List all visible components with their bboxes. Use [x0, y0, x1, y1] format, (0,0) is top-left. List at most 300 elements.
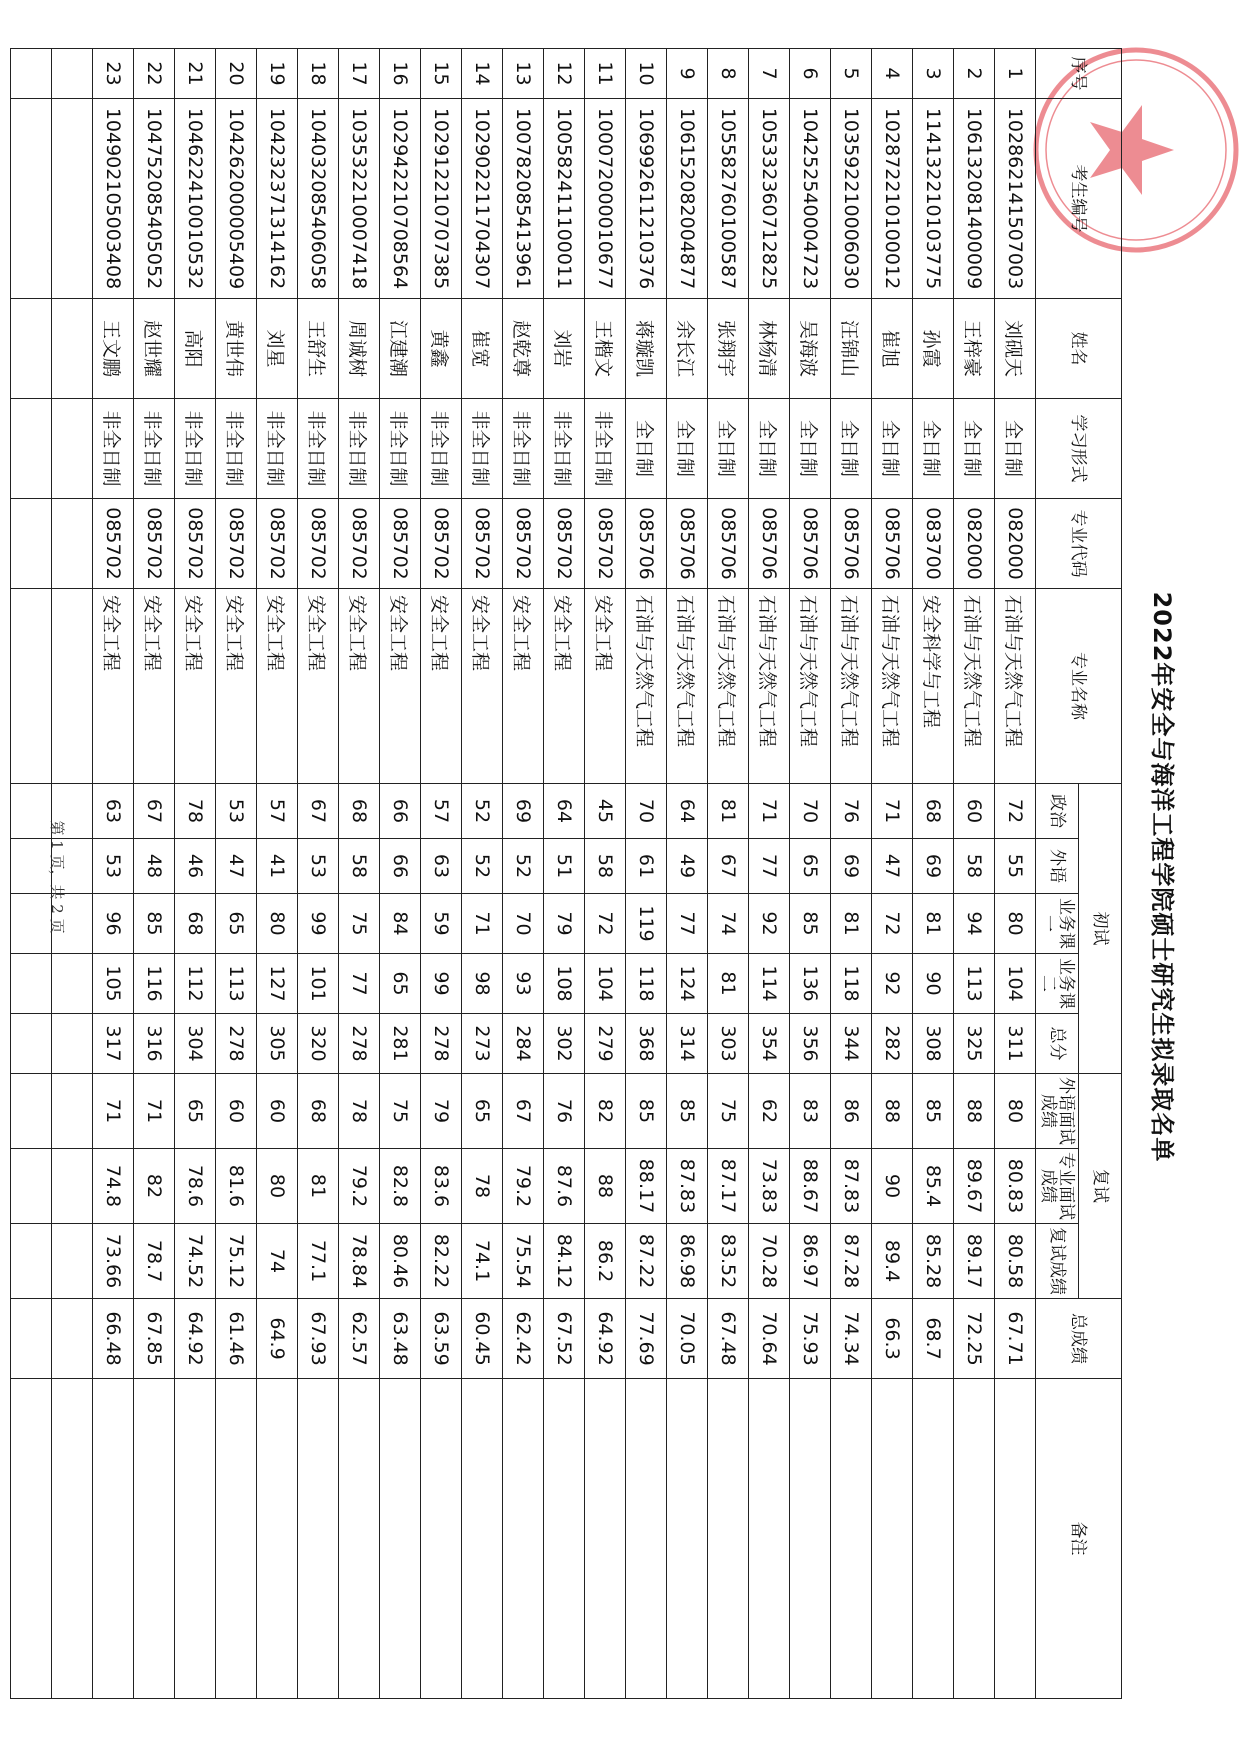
cell-course2: 118 [626, 954, 667, 1014]
table-row [298, 49, 339, 1699]
cell-retest-score: 73.66 [93, 1224, 134, 1299]
cell-course2: 105 [93, 954, 134, 1014]
cell-course1: 84 [380, 894, 421, 954]
cell-name: 王楷文 [585, 299, 626, 399]
cell-seq: 5 [831, 49, 872, 99]
cell-mode: 非全日制 [298, 399, 339, 499]
cell-total: 75.93 [790, 1299, 831, 1379]
cell-major-code: 085706 [790, 499, 831, 589]
cell-retest-foreign: 79 [421, 1074, 462, 1149]
cell-course2: 136 [790, 954, 831, 1014]
header-politics: 政治 [1036, 784, 1079, 839]
cell-politics: 76 [831, 784, 872, 839]
cell-politics: 68 [339, 784, 380, 839]
cell-exam-no: 106132081400009 [954, 99, 995, 299]
header-mode: 学习形式 [1036, 399, 1122, 499]
cell-major-name: 安全工程 [216, 589, 257, 784]
cell-prelim-total: 316 [134, 1014, 175, 1074]
table-row [626, 49, 667, 1699]
cell-seq: 21 [175, 49, 216, 99]
header-total: 总成绩 [1036, 1299, 1122, 1379]
cell-foreign: 47 [216, 839, 257, 894]
cell-politics: 64 [667, 784, 708, 839]
cell-course1: 99 [298, 894, 339, 954]
cell-prelim-total: 304 [175, 1014, 216, 1074]
cell-total: 72.25 [954, 1299, 995, 1379]
cell-seq: 22 [134, 49, 175, 99]
cell-remark [667, 1379, 708, 1699]
cell-exam-no: 102862141507003 [995, 99, 1036, 299]
cell-name: 林杨清 [749, 299, 790, 399]
cell-course2: 93 [503, 954, 544, 1014]
cell-exam-no: 114132210103775 [913, 99, 954, 299]
cell-foreign: 52 [462, 839, 503, 894]
cell-exam-no: 102872210100012 [872, 99, 913, 299]
cell-remark [339, 1379, 380, 1699]
cell-retest-major: 88.67 [790, 1149, 831, 1224]
cell-major-code: 085702 [585, 499, 626, 589]
cell-retest-foreign: 80 [995, 1074, 1036, 1149]
cell-prelim-total: 325 [954, 1014, 995, 1074]
cell-total: 63.48 [380, 1299, 421, 1379]
cell-politics: 64 [544, 784, 585, 839]
cell-exam-no: 104262000005409 [216, 99, 257, 299]
table-row [913, 49, 954, 1699]
cell-retest-foreign: 88 [954, 1074, 995, 1149]
cell-retest-score: 87.28 [831, 1224, 872, 1299]
table-row [667, 49, 708, 1699]
cell-retest-major: 90 [872, 1149, 913, 1224]
header-major-code: 专业代码 [1036, 499, 1122, 589]
cell-course1: 80 [257, 894, 298, 954]
cell-retest-foreign: 75 [708, 1074, 749, 1149]
cell-exam-no: 105582760100587 [708, 99, 749, 299]
cell-politics: 72 [995, 784, 1036, 839]
empty-cell [11, 1299, 52, 1379]
cell-seq: 23 [93, 49, 134, 99]
cell-prelim-total: 278 [421, 1014, 462, 1074]
cell-major-name: 石油与天然气工程 [995, 589, 1036, 784]
header-course1: 业务课一 [1036, 894, 1079, 954]
cell-prelim-total: 356 [790, 1014, 831, 1074]
cell-major-code: 085702 [93, 499, 134, 589]
cell-mode: 非全日制 [544, 399, 585, 499]
cell-major-name: 安全科学与工程 [913, 589, 954, 784]
cell-exam-no: 104032085406058 [298, 99, 339, 299]
cell-major-code: 085702 [544, 499, 585, 589]
cell-seq: 10 [626, 49, 667, 99]
cell-remark [626, 1379, 667, 1699]
cell-course1: 81 [913, 894, 954, 954]
cell-course1: 71 [462, 894, 503, 954]
cell-retest-major: 87.83 [667, 1149, 708, 1224]
cell-mode: 非全日制 [585, 399, 626, 499]
cell-name: 张翔宇 [708, 299, 749, 399]
cell-seq: 17 [339, 49, 380, 99]
cell-retest-foreign: 78 [339, 1074, 380, 1149]
cell-politics: 81 [708, 784, 749, 839]
cell-remark [749, 1379, 790, 1699]
cell-exam-no: 106152082004877 [667, 99, 708, 299]
cell-course2: 118 [831, 954, 872, 1014]
cell-retest-score: 82.22 [421, 1224, 462, 1299]
cell-major-code: 085702 [462, 499, 503, 589]
cell-foreign: 49 [667, 839, 708, 894]
cell-mode: 非全日制 [134, 399, 175, 499]
empty-cell [11, 1379, 52, 1699]
cell-mode: 非全日制 [339, 399, 380, 499]
cell-retest-major: 80 [257, 1149, 298, 1224]
cell-major-name: 安全工程 [175, 589, 216, 784]
cell-foreign: 52 [503, 839, 544, 894]
cell-major-name: 安全工程 [257, 589, 298, 784]
cell-course2: 114 [749, 954, 790, 1014]
cell-major-code: 085706 [626, 499, 667, 589]
cell-retest-score: 78.7 [134, 1224, 175, 1299]
table-row [872, 49, 913, 1699]
cell-remark [585, 1379, 626, 1699]
cell-politics: 70 [626, 784, 667, 839]
table-row [175, 49, 216, 1699]
cell-politics: 60 [954, 784, 995, 839]
cell-remark [257, 1379, 298, 1699]
empty-cell [11, 1014, 52, 1074]
cell-seq: 12 [544, 49, 585, 99]
cell-retest-foreign: 85 [913, 1074, 954, 1149]
cell-foreign: 53 [298, 839, 339, 894]
cell-foreign: 51 [544, 839, 585, 894]
cell-exam-no: 100072000010677 [585, 99, 626, 299]
cell-mode: 非全日制 [93, 399, 134, 499]
cell-foreign: 69 [831, 839, 872, 894]
cell-major-code: 085702 [257, 499, 298, 589]
cell-seq: 2 [954, 49, 995, 99]
cell-retest-score: 89.17 [954, 1224, 995, 1299]
cell-retest-foreign: 67 [503, 1074, 544, 1149]
cell-remark [216, 1379, 257, 1699]
cell-prelim-total: 279 [585, 1014, 626, 1074]
cell-seq: 7 [749, 49, 790, 99]
cell-prelim-total: 282 [872, 1014, 913, 1074]
table-row [790, 49, 831, 1699]
cell-course1: 68 [175, 894, 216, 954]
table-row [503, 49, 544, 1699]
cell-prelim-total: 278 [339, 1014, 380, 1074]
cell-retest-score: 87.22 [626, 1224, 667, 1299]
cell-mode: 非全日制 [216, 399, 257, 499]
cell-major-code: 082000 [954, 499, 995, 589]
cell-retest-score: 86.98 [667, 1224, 708, 1299]
cell-course2: 116 [134, 954, 175, 1014]
table-body [11, 49, 1036, 1699]
cell-total: 67.52 [544, 1299, 585, 1379]
cell-name: 王舒生 [298, 299, 339, 399]
admission-table [10, 48, 1122, 1699]
cell-total: 67.93 [298, 1299, 339, 1379]
table-row [954, 49, 995, 1699]
cell-total: 60.45 [462, 1299, 503, 1379]
cell-course1: 96 [93, 894, 134, 954]
cell-major-code: 085702 [339, 499, 380, 589]
cell-major-code: 085706 [872, 499, 913, 589]
cell-foreign: 63 [421, 839, 462, 894]
cell-retest-foreign: 85 [667, 1074, 708, 1149]
cell-total: 68.7 [913, 1299, 954, 1379]
cell-prelim-total: 320 [298, 1014, 339, 1074]
cell-seq: 19 [257, 49, 298, 99]
cell-prelim-total: 305 [257, 1014, 298, 1074]
cell-course2: 113 [216, 954, 257, 1014]
cell-course2: 99 [421, 954, 462, 1014]
cell-retest-major: 78.6 [175, 1149, 216, 1224]
cell-remark [544, 1379, 585, 1699]
cell-seq: 14 [462, 49, 503, 99]
cell-prelim-total: 314 [667, 1014, 708, 1074]
cell-prelim-total: 344 [831, 1014, 872, 1074]
cell-total: 66.3 [872, 1299, 913, 1379]
cell-exam-no: 103592210006030 [831, 99, 872, 299]
cell-exam-no: 102912210707385 [421, 99, 462, 299]
cell-prelim-total: 308 [913, 1014, 954, 1074]
cell-course2: 104 [995, 954, 1036, 1014]
cell-retest-foreign: 85 [626, 1074, 667, 1149]
header-retest: 复试 [1079, 1074, 1122, 1299]
cell-retest-major: 82.8 [380, 1149, 421, 1224]
cell-name: 赵世耀 [134, 299, 175, 399]
table-row [995, 49, 1036, 1699]
cell-foreign: 77 [749, 839, 790, 894]
table-row [749, 49, 790, 1699]
cell-mode: 全日制 [790, 399, 831, 499]
cell-mode: 全日制 [954, 399, 995, 499]
page-title: 2022年安全与海洋工程学院硕士研究生拟录取名单 [1148, 591, 1176, 1163]
cell-mode: 非全日制 [380, 399, 421, 499]
cell-retest-score: 80.46 [380, 1224, 421, 1299]
cell-major-name: 安全工程 [421, 589, 462, 784]
cell-course1: 92 [749, 894, 790, 954]
cell-retest-score: 74 [257, 1224, 298, 1299]
cell-seq: 18 [298, 49, 339, 99]
cell-course2: 127 [257, 954, 298, 1014]
cell-course2: 112 [175, 954, 216, 1014]
cell-seq: 3 [913, 49, 954, 99]
cell-foreign: 58 [339, 839, 380, 894]
cell-remark [831, 1379, 872, 1699]
cell-mode: 非全日制 [421, 399, 462, 499]
cell-course1: 75 [339, 894, 380, 954]
cell-course2: 90 [913, 954, 954, 1014]
table-row [544, 49, 585, 1699]
cell-foreign: 47 [872, 839, 913, 894]
cell-politics: 66 [380, 784, 421, 839]
cell-politics: 71 [749, 784, 790, 839]
cell-seq: 4 [872, 49, 913, 99]
cell-mode: 全日制 [708, 399, 749, 499]
cell-total: 70.05 [667, 1299, 708, 1379]
cell-major-code: 085706 [708, 499, 749, 589]
table-row [216, 49, 257, 1699]
cell-retest-major: 85.4 [913, 1149, 954, 1224]
cell-total: 63.59 [421, 1299, 462, 1379]
cell-total: 70.64 [749, 1299, 790, 1379]
page-footer: 第 1 页，共 2 页 [48, 820, 66, 934]
cell-retest-score: 78.84 [339, 1224, 380, 1299]
empty-cell [11, 399, 52, 499]
cell-major-code: 083700 [913, 499, 954, 589]
cell-major-name: 石油与天然气工程 [626, 589, 667, 784]
cell-mode: 全日制 [667, 399, 708, 499]
empty-cell [11, 1224, 52, 1299]
cell-name: 刘星 [257, 299, 298, 399]
cell-retest-score: 83.52 [708, 1224, 749, 1299]
cell-total: 77.69 [626, 1299, 667, 1379]
cell-retest-major: 73.83 [749, 1149, 790, 1224]
cell-major-name: 安全工程 [93, 589, 134, 784]
empty-cell [11, 1149, 52, 1224]
cell-name: 蒋璇凯 [626, 299, 667, 399]
cell-course2: 108 [544, 954, 585, 1014]
cell-major-code: 085702 [503, 499, 544, 589]
cell-major-name: 石油与天然气工程 [749, 589, 790, 784]
cell-name: 崔旭 [872, 299, 913, 399]
cell-politics: 68 [913, 784, 954, 839]
cell-major-name: 石油与天然气工程 [872, 589, 913, 784]
cell-major-name: 安全工程 [339, 589, 380, 784]
cell-retest-major: 81 [298, 1149, 339, 1224]
cell-retest-foreign: 65 [175, 1074, 216, 1149]
cell-retest-score: 80.58 [995, 1224, 1036, 1299]
cell-retest-major: 79.2 [339, 1149, 380, 1224]
cell-name: 刘砚天 [995, 299, 1036, 399]
cell-course2: 113 [954, 954, 995, 1014]
cell-mode: 全日制 [913, 399, 954, 499]
cell-total: 64.9 [257, 1299, 298, 1379]
cell-politics: 67 [298, 784, 339, 839]
cell-exam-no: 106992611210376 [626, 99, 667, 299]
cell-foreign: 65 [790, 839, 831, 894]
cell-major-name: 安全工程 [298, 589, 339, 784]
cell-prelim-total: 281 [380, 1014, 421, 1074]
cell-major-name: 安全工程 [380, 589, 421, 784]
cell-course1: 77 [667, 894, 708, 954]
cell-prelim-total: 273 [462, 1014, 503, 1074]
cell-course1: 70 [503, 894, 544, 954]
cell-mode: 全日制 [995, 399, 1036, 499]
header-foreign: 外语 [1036, 839, 1079, 894]
cell-prelim-total: 303 [708, 1014, 749, 1074]
cell-total: 66.48 [93, 1299, 134, 1379]
cell-name: 黄世伟 [216, 299, 257, 399]
cell-major-name: 安全工程 [134, 589, 175, 784]
cell-retest-foreign: 83 [790, 1074, 831, 1149]
cell-retest-major: 83.6 [421, 1149, 462, 1224]
cell-major-name: 安全工程 [503, 589, 544, 784]
cell-foreign: 41 [257, 839, 298, 894]
cell-name: 赵乾尊 [503, 299, 544, 399]
cell-major-code: 085702 [134, 499, 175, 589]
table-row [93, 49, 134, 1699]
cell-retest-foreign: 75 [380, 1074, 421, 1149]
cell-mode: 全日制 [626, 399, 667, 499]
cell-course1: 79 [544, 894, 585, 954]
cell-major-name: 安全工程 [462, 589, 503, 784]
cell-prelim-total: 368 [626, 1014, 667, 1074]
cell-total: 64.92 [175, 1299, 216, 1379]
cell-retest-major: 87.83 [831, 1149, 872, 1224]
cell-politics: 71 [872, 784, 913, 839]
cell-course1: 72 [872, 894, 913, 954]
cell-retest-major: 87.6 [544, 1149, 585, 1224]
cell-retest-foreign: 76 [544, 1074, 585, 1149]
cell-course1: 119 [626, 894, 667, 954]
cell-name: 黄鑫 [421, 299, 462, 399]
cell-course1: 80 [995, 894, 1036, 954]
cell-retest-major: 74.8 [93, 1149, 134, 1224]
cell-exam-no: 104252540004723 [790, 99, 831, 299]
cell-remark [298, 1379, 339, 1699]
cell-seq: 9 [667, 49, 708, 99]
cell-total: 67.71 [995, 1299, 1036, 1379]
cell-course1: 94 [954, 894, 995, 954]
cell-seq: 6 [790, 49, 831, 99]
cell-name: 吴海波 [790, 299, 831, 399]
cell-name: 高阳 [175, 299, 216, 399]
cell-remark [790, 1379, 831, 1699]
cell-retest-score: 74.1 [462, 1224, 503, 1299]
cell-foreign: 67 [708, 839, 749, 894]
cell-politics: 45 [585, 784, 626, 839]
header-major-name: 专业名称 [1036, 589, 1122, 784]
table-row [134, 49, 175, 1699]
cell-seq: 1 [995, 49, 1036, 99]
header-course2: 业务课二 [1036, 954, 1079, 1014]
cell-name: 余长江 [667, 299, 708, 399]
cell-mode: 全日制 [831, 399, 872, 499]
cell-remark [380, 1379, 421, 1699]
cell-exam-no: 100582411100011 [544, 99, 585, 299]
cell-remark [503, 1379, 544, 1699]
cell-remark [93, 1379, 134, 1699]
cell-course1: 74 [708, 894, 749, 954]
cell-retest-foreign: 88 [872, 1074, 913, 1149]
cell-retest-score: 85.28 [913, 1224, 954, 1299]
cell-seq: 11 [585, 49, 626, 99]
table-row [421, 49, 462, 1699]
cell-exam-no: 104622410010532 [175, 99, 216, 299]
cell-total: 61.46 [216, 1299, 257, 1379]
cell-course1: 85 [134, 894, 175, 954]
cell-foreign: 66 [380, 839, 421, 894]
cell-course2: 101 [298, 954, 339, 1014]
cell-prelim-total: 311 [995, 1014, 1036, 1074]
cell-politics: 57 [421, 784, 462, 839]
cell-major-name: 石油与天然气工程 [708, 589, 749, 784]
empty-cell [11, 99, 52, 299]
cell-remark [913, 1379, 954, 1699]
cell-course1: 85 [790, 894, 831, 954]
cell-retest-score: 89.4 [872, 1224, 913, 1299]
cell-course2: 65 [380, 954, 421, 1014]
empty-cell [11, 49, 52, 99]
table-row [585, 49, 626, 1699]
cell-prelim-total: 278 [216, 1014, 257, 1074]
cell-politics: 67 [134, 784, 175, 839]
cell-name: 刘岩 [544, 299, 585, 399]
header-retest-score: 复试成绩 [1036, 1224, 1079, 1299]
cell-remark [421, 1379, 462, 1699]
empty-cell [11, 894, 52, 954]
cell-course1: 65 [216, 894, 257, 954]
